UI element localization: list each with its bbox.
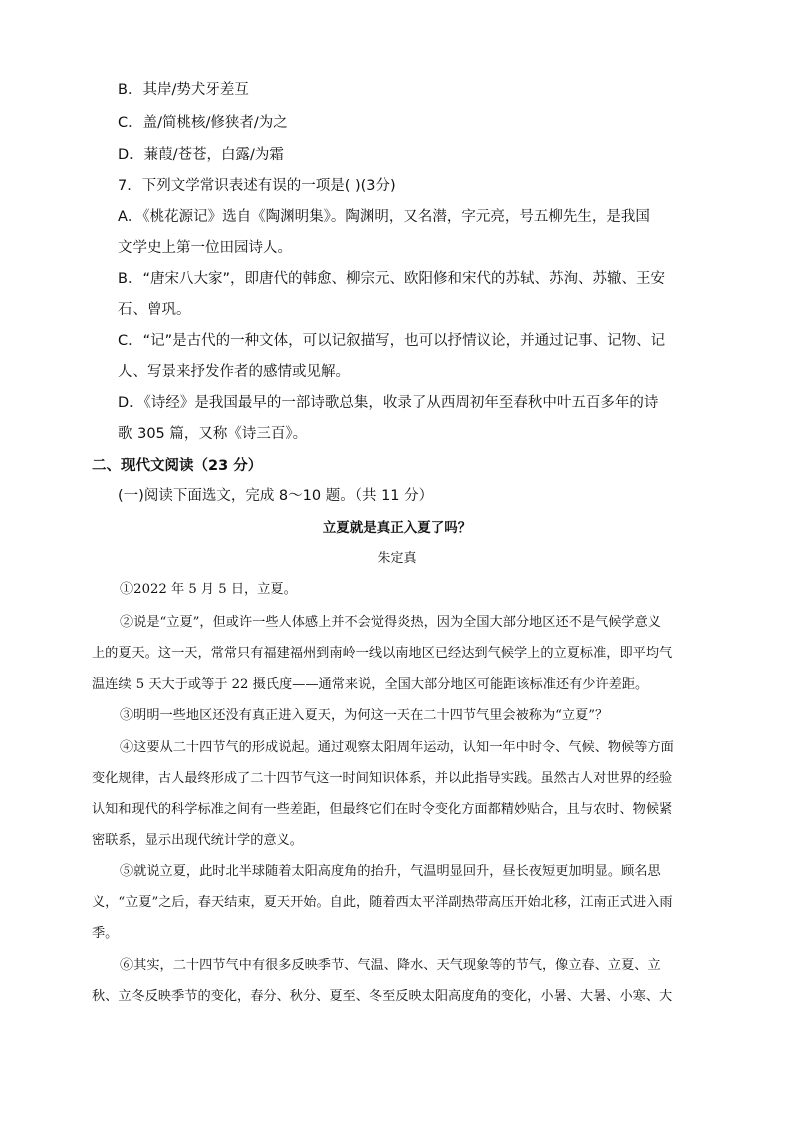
q7-option-a-line2: 文学史上第一位田园诗人。	[118, 240, 292, 256]
q7-option-a-line1: A．《桃花源记》选自《陶渊明集》。陶渊明，又名潜，字元亮，号五柳先生，是我国	[118, 209, 650, 225]
article-paragraph-5-line1: ⑤就说立夏，此时北半球随着太阳高度角的抬升，气温明显回升，昼长夜短更加明显。顾名思	[120, 864, 661, 879]
q6-option-b: B．其岸/势犬牙差互	[118, 82, 249, 98]
article-paragraph-2-line3: 温连续 5 天大于或等于 22 摄氏度——通常来说，全国大部分地区可能距该标准还有少许差距。	[92, 677, 649, 692]
q7-option-b-line1: B．“唐宋八大家”，即唐代的韩愈、柳宗元、欧阳修和宋代的苏轼、苏洵、苏辙、王安	[118, 271, 665, 287]
article-paragraph-3: ③明明一些地区还没有真正进入夏天，为何这一天在二十四节气里会被称为“立夏”？	[120, 708, 609, 723]
article-paragraph-6-line1: ⑥其实，二十四节气中有很多反映季节、气温、降水、天气现象等的节气，像立春、立夏、立	[120, 958, 661, 973]
q7-option-c-line1: C．“记”是古代的一种文体，可以记叙描写，也可以抒情议论，并通过记事、记物、记	[118, 333, 666, 349]
article-paragraph-1: ①2022 年 5 月 5 日，立夏。	[120, 582, 297, 597]
section-instruction: (一)阅读下面选文，完成 8～10 题。（共 11 分）	[118, 488, 434, 504]
q6-option-c: C．盖/简桃核/修狭者/为之	[118, 115, 288, 131]
article-paragraph-5-line3: 季。	[92, 926, 119, 941]
article-paragraph-4-line1: ④这要从二十四节气的形成说起。通过观察太阳周年运动，认知一年中时令、气候、物候等方面	[120, 740, 674, 755]
q7-option-d-line1: D．《诗经》是我国最早的一部诗歌总集，收录了从西周初年至春秋中叶五百多年的诗	[118, 395, 659, 411]
article-paragraph-4-line4: 密联系，显示出现代统计学的意义。	[92, 833, 303, 848]
article-paragraph-6-line2: 秋、立冬反映季节的变化，春分、秋分、夏至、冬至反映太阳高度角的变化，小暑、大暑、小寒、大	[92, 989, 673, 1004]
article-paragraph-2-line2: 上的夏天。这一天，常常只有福建福州到南岭一线以南地区已经达到气候学上的立夏标准，即平均气	[92, 646, 673, 661]
q7-option-b-line2: 石、曾巩。	[118, 302, 191, 318]
article-paragraph-4-line3: 认知和现代的科学标准之间有一些差距，但最终它们在时令变化方面都精妙贴合，且与农时、物候紧	[92, 802, 673, 817]
article-paragraph-5-line2: 义，“立夏”之后，春天结束，夏天开始。自此，随着西太平洋副热带高压开始北移，江南正式进入雨	[92, 895, 673, 910]
article-paragraph-4-line2: 变化规律，古人最终形成了二十四节气这一时间知识体系，并以此指导实践。虽然古人对世界的经验	[92, 771, 673, 786]
article-author: 朱定真	[377, 551, 417, 566]
q7-stem: 7．下列文学常识表述有误的一项是( )(3分)	[118, 178, 396, 194]
article-paragraph-2-line1: ②说是“立夏”，但或许一些人体感上并不会觉得炎热，因为全国大部分地区还不是气候学意义	[120, 615, 661, 630]
q7-option-d-line2: 歌 305 篇，又称《诗三百》。	[118, 426, 308, 442]
article-title: 立夏就是真正入夏了吗？	[322, 520, 472, 536]
q7-option-c-line2: 人、写景来抒发作者的感情或见解。	[118, 364, 350, 380]
q6-option-d: D．蒹葭/苍苍，白露/为霜	[118, 147, 284, 163]
section-heading: 二、现代文阅读（23 分）	[92, 458, 263, 474]
